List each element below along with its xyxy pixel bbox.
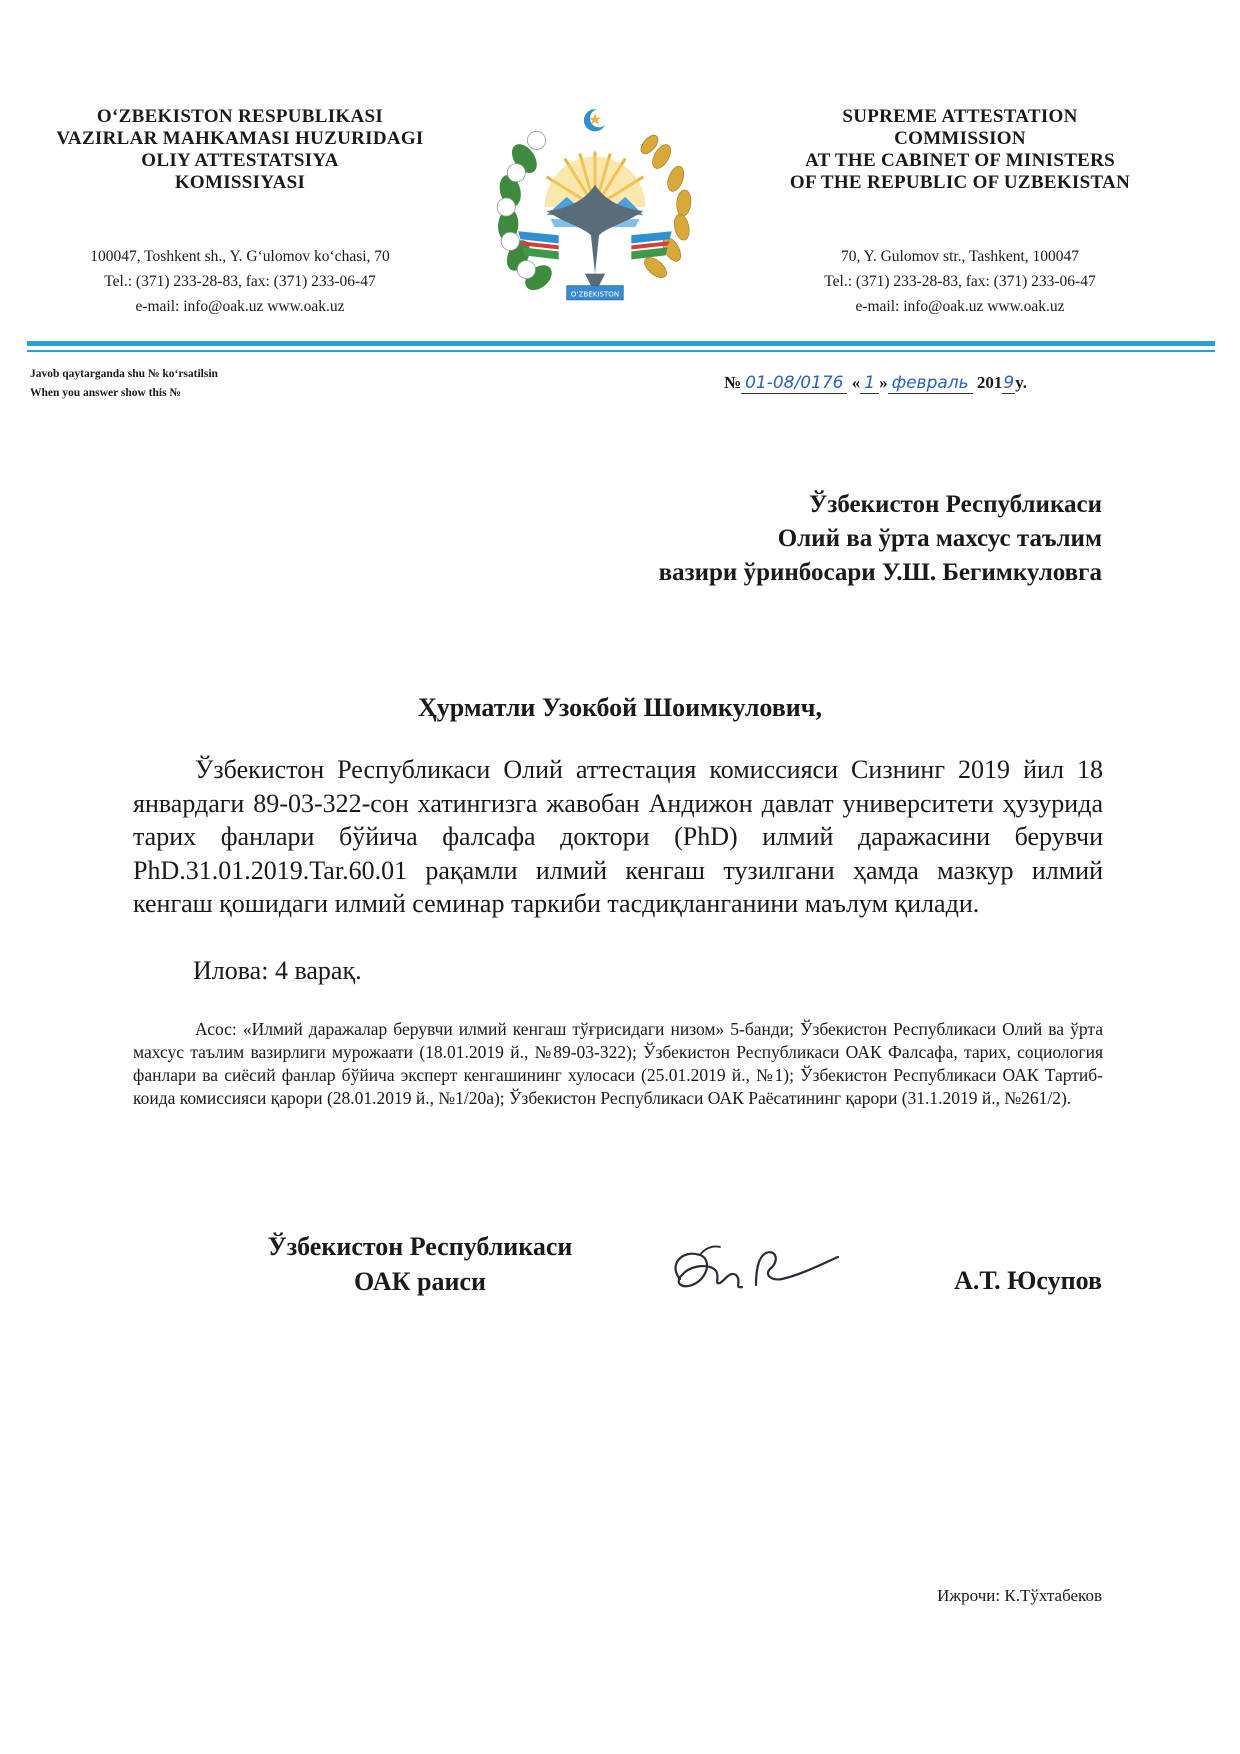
contact-uz-phone: Tel.: (371) 233-28-83, fax: (371) 233-06-47: [104, 273, 376, 290]
reference-number: 01-08/0176: [741, 373, 847, 394]
letterhead-divider-thick: [27, 341, 1215, 346]
reference-year-prefix: 201: [976, 373, 1003, 392]
reference-line: № 01-08/0176 « 1 » февраль 2019y.: [724, 373, 1028, 393]
contact-uz-email: e-mail: info@oak.uz www.oak.uz: [135, 298, 345, 315]
attachment-note: Илова: 4 варақ.: [193, 956, 362, 985]
signer-name: А.Т. Юсупов: [954, 1266, 1102, 1295]
reply-note: [30, 365, 218, 403]
org-name-en-line: OF THE REPUBLIC OF UZBEKISTAN: [789, 172, 1131, 193]
org-name-en-line: AT THE CABINET OF MINISTERS: [804, 150, 1116, 171]
contact-en-email: e-mail: info@oak.uz www.oak.uz: [855, 298, 1065, 315]
letter-body-paragraph: Ўзбекистон Республикаси Олий аттестация комиссияси Сизнинг 2019 йил 18 январдаги 89-03-322-сон хатингизга жавобан Андижон давлат университети ҳузурида тарих фанлари бўйича фалсафа доктори (PhD) илмий даражасини берувчи PhD.31.01.2019.Tar.60.01 рақамли илмий кенгаш тузилгани ҳамда мазкур илмий кенгаш қошидаги илмий семинар таркиби тасдиқланганини маълум қилади.: [133, 755, 1103, 918]
org-name-uz: [20, 106, 460, 194]
letter-body: [133, 753, 1103, 921]
state-emblem-icon: [484, 96, 706, 318]
addressee-line: Олий ва ўрта махсус таълим: [777, 525, 1102, 552]
contact-en: [735, 244, 1185, 319]
contact-en-phone: Tel.: (371) 233-28-83, fax: (371) 233-06-47: [824, 273, 1096, 290]
org-name-uz-line: O‘ZBEKISTON RESPUBLIKASI: [96, 106, 384, 127]
org-name-en-line: COMMISSION: [894, 128, 1026, 149]
reply-note-uz: Javob qaytarganda shu № ko‘rsatilsin: [30, 368, 218, 380]
org-name-en: [735, 106, 1185, 194]
letterhead-divider-thin: [27, 350, 1215, 352]
reference-year-unit: y.: [1015, 373, 1028, 392]
reference-year-suffix: 9: [1003, 373, 1015, 393]
org-name-uz-line: KOMISSIYASI: [174, 172, 306, 193]
emblem-ribbon-text: O‘ZBEKISTON: [570, 289, 620, 299]
signatory-title-line: ОАК раиси: [353, 1267, 487, 1296]
reference-number-prefix: №: [724, 373, 742, 392]
org-name-en-line: SUPREME ATTESTATION: [842, 106, 1078, 127]
org-name-uz-line: VAZIRLAR MAHKAMASI HUZURIDAGI: [56, 128, 424, 149]
handwritten-signature: [660, 1235, 860, 1305]
reply-note-en: When you answer show this №: [30, 387, 181, 399]
org-name-uz-line: OLIY ATTESTATSIYA: [141, 150, 339, 171]
signatory-title: [200, 1229, 640, 1299]
reference-day: 1: [860, 373, 879, 394]
addressee-block: [659, 488, 1102, 590]
contact-en-address: 70, Y. Gulomov str., Tashkent, 100047: [840, 248, 1080, 265]
executor-note: Ижрочи: К.Тўхтабеков: [937, 1586, 1102, 1605]
signatory-title-line: Ўзбекистон Республикаси: [267, 1232, 573, 1261]
reference-month: февраль: [888, 373, 973, 394]
basis-note: [133, 1018, 1103, 1110]
addressee-line: Ўзбекистон Республикаси: [808, 491, 1102, 518]
contact-uz-address: 100047, Toshkent sh., Y. G‘ulomov ko‘chasi, 70: [90, 248, 390, 265]
basis-paragraph: Асос: «Илмий даражалар берувчи илмий кенгаш тўғрисидаги низом» 5-банди; Ўзбекистон Республикаси Олий ва ўрта махсус таълим вазирлиги мурожаати (18.01.2019 й., №89-03-322); Ўзбекистон Республикаси ОАК Фалсафа, тарих, социология фанлари ва сиёсий фанлар бўйича эксперт кенгашининг хулосаси (25.01.2019 й., №1); Ўзбекистон Республикаси ОАК Тартиб-коида комиссияси қарори (28.01.2019 й., №1/20а); Ўзбекистон Республикаси ОАК Раёсатининг қарори (31.1.2019 й., №261/2).: [133, 1019, 1103, 1108]
addressee-line: вазири ўринбосари У.Ш. Бегимкуловга: [658, 559, 1102, 586]
contact-uz: [20, 244, 460, 319]
salutation: Ҳурматли Узокбой Шоимкулович,: [418, 693, 822, 722]
